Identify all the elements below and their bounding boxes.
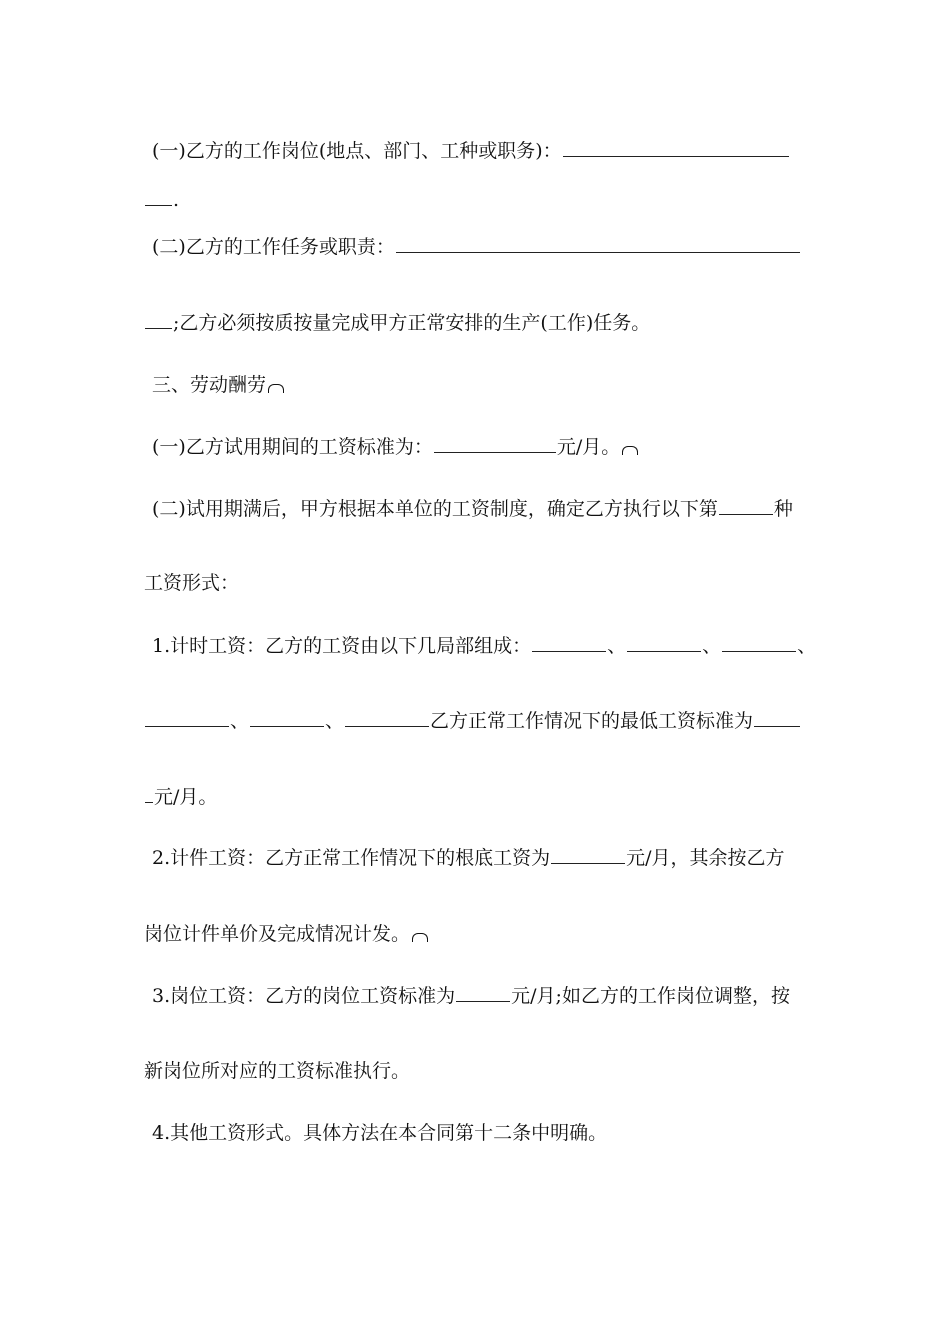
- item-text: 4.其他工资形式。具体方法在本合同第十二条中明确。: [152, 1122, 608, 1144]
- clause-text: 种: [773, 498, 793, 520]
- separator: 、: [797, 635, 817, 657]
- item-piece-wage-cont: [144, 925, 428, 944]
- item-time-wage: [152, 637, 816, 656]
- item-text: 2.计件工资：乙方正常工作情况下的根底工资为: [152, 847, 551, 869]
- clause-work-post-cont: [144, 191, 179, 210]
- blank-field[interactable]: [456, 1000, 510, 1002]
- blank-field[interactable]: [627, 650, 701, 652]
- blank-field[interactable]: [145, 204, 172, 206]
- blank-field[interactable]: [722, 650, 796, 652]
- blank-field[interactable]: [434, 451, 556, 453]
- item-time-wage-cont: [144, 712, 801, 731]
- separator: 、: [325, 710, 345, 732]
- edit-mark-icon: [412, 933, 428, 942]
- blank-field[interactable]: [145, 801, 153, 803]
- blank-field[interactable]: [345, 725, 429, 727]
- item-post-wage: [152, 987, 790, 1006]
- item-text: 新岗位所对应的工资标准执行。: [144, 1060, 411, 1082]
- blank-field[interactable]: [754, 725, 800, 727]
- blank-field[interactable]: [396, 251, 800, 253]
- section-title: [152, 376, 284, 395]
- separator: 、: [230, 710, 250, 732]
- item-text: 元/月，其余按乙方: [626, 847, 785, 869]
- item-text: 岗位计件单价及完成情况计发。: [144, 923, 411, 945]
- edit-mark-icon: [268, 384, 284, 393]
- clause-work-post: [152, 142, 790, 161]
- blank-field[interactable]: [719, 513, 773, 515]
- section-title-text: 三、劳动酬劳: [152, 374, 267, 396]
- item-text: 1.计时工资：乙方的工资由以下几局部组成：: [152, 635, 532, 657]
- clause-text: .: [173, 189, 180, 211]
- clause-text: ;乙方必须按质按量完成甲方正常安排的生产(工作)任务。: [173, 312, 651, 334]
- item-text: 元/月。: [154, 786, 218, 808]
- clause-work-duty-cont: [144, 314, 650, 333]
- clause-text: (二)试用期满后，甲方根据本单位的工资制度，确定乙方执行以下第: [152, 498, 718, 520]
- item-post-wage-cont: [144, 1062, 410, 1081]
- clause-wage-form: [152, 500, 793, 519]
- edit-mark-icon: [622, 446, 638, 455]
- blank-field[interactable]: [250, 725, 324, 727]
- clause-text: (一)乙方试用期间的工资标准为：: [152, 436, 433, 458]
- clause-wage-form-cont: [144, 574, 239, 593]
- separator: 、: [607, 635, 627, 657]
- clause-text: (二)乙方的工作任务或职责：: [152, 236, 395, 258]
- clause-text: 工资形式：: [144, 572, 240, 594]
- item-other-wage: [152, 1124, 607, 1143]
- clause-work-duty: [152, 238, 801, 257]
- item-text: 3.岗位工资：乙方的岗位工资标准为: [152, 985, 456, 1007]
- clause-text: (一)乙方的工作岗位(地点、部门、工种或职务)：: [152, 140, 562, 162]
- item-time-wage-cont2: [144, 788, 217, 807]
- item-piece-wage: [152, 849, 785, 868]
- blank-field[interactable]: [551, 862, 625, 864]
- blank-field[interactable]: [563, 155, 789, 157]
- blank-field[interactable]: [145, 725, 229, 727]
- blank-field[interactable]: [532, 650, 606, 652]
- item-text: 乙方正常工作情况下的最低工资标准为: [430, 710, 754, 732]
- clause-text: 元/月。: [556, 436, 621, 458]
- separator: 、: [702, 635, 722, 657]
- clause-probation-wage: [152, 438, 638, 457]
- item-text: 元/月;如乙方的工作岗位调整，按: [511, 985, 790, 1007]
- blank-field[interactable]: [145, 327, 172, 329]
